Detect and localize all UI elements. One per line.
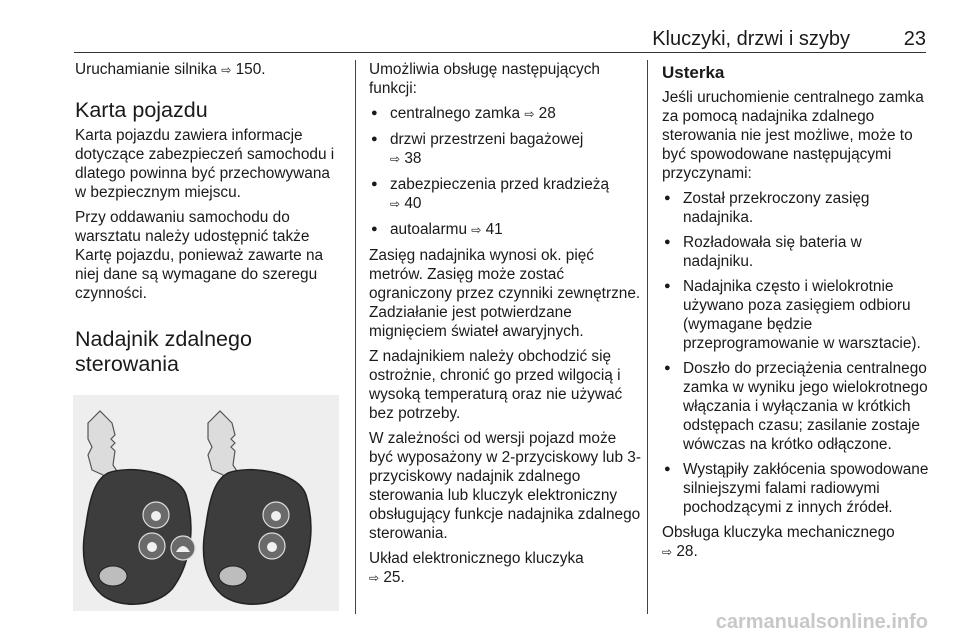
- header-rule: [74, 52, 926, 53]
- list-item: ● Wystąpiły zakłócenia spowodowane silniejszymi falami radiowymi pochodzącymi z innych źródeł.: [662, 460, 932, 517]
- text: Uruchamianie silnika: [75, 61, 217, 78]
- function-list: [369, 104, 641, 240]
- page-ref-link[interactable]: 38: [404, 150, 422, 167]
- page-ref-link[interactable]: 41: [485, 221, 503, 238]
- text: Układ elektronicznego kluczyka: [369, 550, 584, 567]
- column-divider: [647, 60, 648, 614]
- text: zabezpieczenia przed kradzieżą: [390, 176, 610, 193]
- ref-arrow-icon: ⇨: [662, 545, 673, 559]
- ref-arrow-icon: ⇨: [471, 223, 482, 237]
- paragraph: W zależności od wersji pojazd może być wyposażony w 2-przyciskowy lub 3-przyciskowy nadajnik zdalnego sterowania lub kluczyk elektroniczny obsługujący funkcje nadajnika zdalnego sterowania.: [369, 430, 641, 542]
- page-number: 23: [903, 28, 926, 50]
- page-ref-link[interactable]: 28.: [676, 543, 698, 560]
- text: centralnego zamka: [390, 105, 521, 122]
- remote-key-left: [83, 411, 195, 604]
- paragraph: Z nadajnikiem należy obchodzić się ostrożnie, chronić go przed wilgocią i wysoką temperaturą oraz nie używać bez potrzeby.: [369, 348, 623, 422]
- paragraph: Umożliwia obsługę następujących funkcji:: [369, 61, 600, 97]
- column-left: [75, 60, 345, 380]
- page-ref-link[interactable]: 25.: [383, 569, 405, 586]
- text: Obsługa kluczyka mechanicznego: [662, 524, 895, 541]
- ref-arrow-icon: ⇨: [390, 152, 401, 166]
- list-item: [369, 220, 641, 240]
- text: autoalarmu: [390, 221, 467, 238]
- column-middle: [369, 60, 641, 594]
- list-item: [369, 104, 641, 124]
- list-item: ● Nadajnika często i wielokrotnie używano poza zasięgiem odbioru (wymagane będzie przeprogramowanie w warsztacie).: [662, 277, 932, 353]
- ref-arrow-icon: ⇨: [221, 63, 232, 77]
- list-item: ● Rozładowała się bateria w nadajniku.: [662, 233, 932, 271]
- watermark: carmanualsonline.info: [715, 611, 928, 633]
- column-divider: [355, 60, 356, 614]
- text: drzwi przestrzeni bagażowej: [390, 131, 584, 148]
- remote-keys-illustration: [73, 395, 339, 611]
- ref-arrow-icon: ⇨: [524, 107, 535, 121]
- page-ref-link[interactable]: 28: [538, 105, 556, 122]
- ref-arrow-icon: ⇨: [390, 197, 401, 211]
- page-ref-link[interactable]: 150.: [235, 61, 266, 78]
- page-header: [74, 0, 926, 52]
- remote-key-right: [203, 411, 311, 604]
- paragraph: Jeśli uruchomienie centralnego zamka za pomocą nadajnika zdalnego sterowania nie jest możliwe, może to być spowodowane następującymi przyczynami:: [662, 89, 924, 182]
- heading-fault: Usterka: [662, 63, 725, 82]
- heading-remote-control: Nadajnik zdalnego sterowania: [75, 327, 252, 376]
- paragraph: Przy oddawaniu samochodu do warsztatu należy udostępnić także Kartę pojazdu, ponieważ zawarte na niej dane są wymagane do szeregu czynności.: [75, 209, 324, 302]
- paragraph: [369, 549, 641, 588]
- ref-arrow-icon: ⇨: [369, 571, 380, 585]
- list-item: ● Doszło do przeciążenia centralnego zamka w wyniku jego wielokrotnego włączania i wyłączania w krótkich odstępach czasu; zasilanie zostaje wówczas na krótko odłączone.: [662, 359, 932, 454]
- list-item: [369, 130, 641, 169]
- fault-cause-list: [662, 189, 932, 517]
- paragraph: [662, 523, 932, 562]
- page-ref-link[interactable]: 40: [404, 195, 422, 212]
- heading-vehicle-card: Karta pojazdu: [75, 98, 208, 122]
- paragraph: [75, 60, 345, 80]
- column-right: [662, 60, 932, 568]
- paragraph: Karta pojazdu zawiera informacje dotyczące zabezpieczeń samochodu i dlatego powinna być przechowywana w bezpiecznym miejscu.: [75, 127, 335, 201]
- paragraph: Zasięg nadajnika wynosi ok. pięć metrów. Zasięg może zostać ograniczony przez czynniki zewnętrzne. Zadziałanie jest potwierdzane mignięciem świateł awaryjnych.: [369, 247, 641, 340]
- section-title: Kluczyki, drzwi i szyby: [652, 28, 850, 50]
- list-item: ● Został przekroczony zasięg nadajnika.: [662, 189, 932, 227]
- list-item: [369, 175, 641, 214]
